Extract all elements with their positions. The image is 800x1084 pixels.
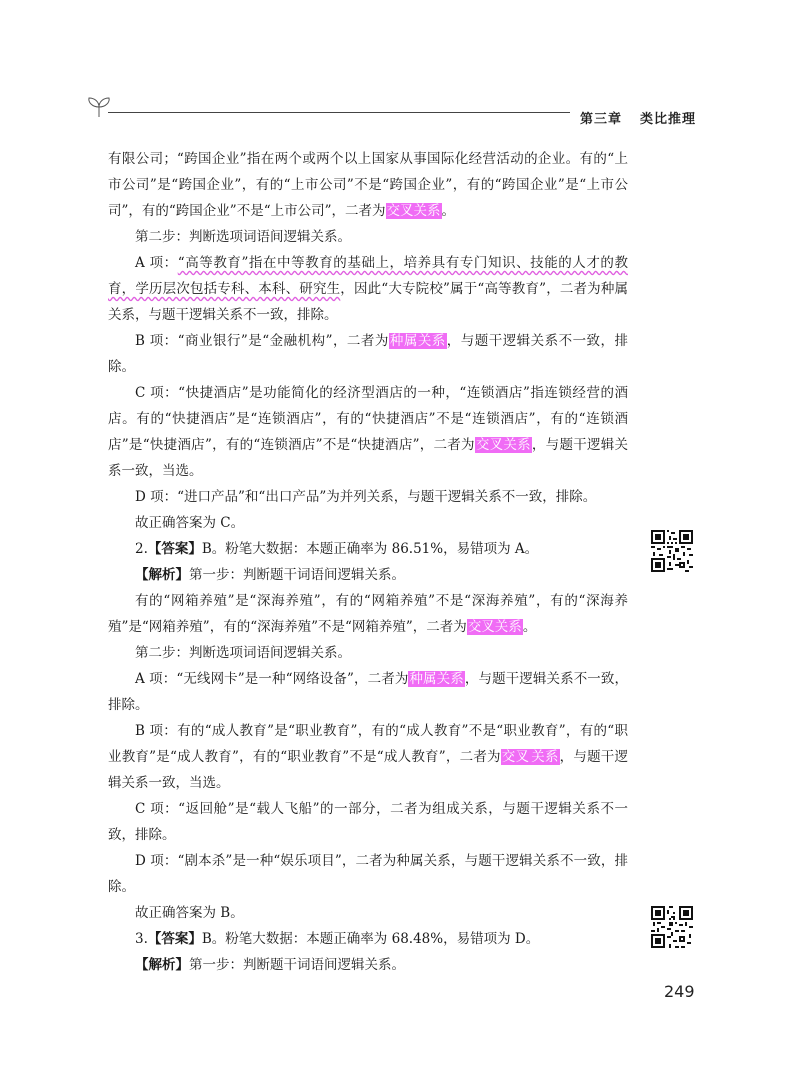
highlight-cross-relation: 交叉关系 (467, 619, 522, 635)
qr-code-icon[interactable] (651, 530, 693, 572)
question-3-answer: 3.【答案】B。粉笔大数据：本题正确率为 68.48%，易错项为 D。 (135, 931, 540, 947)
highlight-cross-relation-part1: 交叉 (501, 749, 530, 765)
qr-code-icon[interactable] (651, 906, 693, 948)
step-two-heading: 第二步：判断选项词语间逻辑关系。 (135, 645, 351, 661)
paragraph-intro: 有限公司；“跨国企业”指在两个或两个以上国家从事国际化经营活动的企业。有的“上市公司”是“跨国企业”，有的“上市公司”不是“跨国企业”，有的“跨国企业”是“上市公司”，有的“跨国企业”不是“上市公司”，二者为交叉关系。 (108, 151, 628, 219)
question-2-explanation: 【解析】第一步：判断题干词语间逻辑关系。 (135, 567, 405, 583)
question-2-answer: 2.【答案】B。粉笔大数据：本题正确率为 86.51%，易错项为 A。 (135, 541, 539, 557)
highlight-cross-relation: 交叉关系 (475, 437, 531, 453)
section-label: 类比推理 (640, 112, 697, 127)
highlight-cross-relation-part2: 关系 (531, 749, 559, 765)
explanation-tag: 【解析】 (135, 567, 189, 583)
conclusion-1: 故正确答案为 C。 (135, 515, 245, 531)
option-d-paragraph: D 项：“剧本杀”是一种“娱乐项目”，二者为种属关系，与题干逻辑关系不一致，排除。 (108, 853, 628, 895)
highlight-genus-relation: 种属关系 (389, 333, 446, 349)
chapter-label: 第三章 (580, 112, 623, 127)
option-b-paragraph: B 项：“商业银行”是“金融机构”，二者为种属关系，与题干逻辑关系不一致，排除。 (108, 333, 629, 375)
option-a-paragraph: A 项：“无线网卡”是一种“网络设备”，二者为种属关系，与题干逻辑关系不一致，排除。 (108, 671, 629, 713)
question-3-explanation: 【解析】第一步：判断题干词语间逻辑关系。 (135, 957, 405, 973)
answer-tag: 【答案】 (147, 931, 202, 947)
highlight-genus-relation: 种属关系 (409, 671, 464, 687)
wavy-underlined-definition: “高等教育”指在中等教育的基础上，培养具有专门知识、技能的人才的教育，学历层次包括专科、本科、研究生 (108, 255, 628, 297)
option-d-paragraph: D 项：“进口产品”和“出口产品”为并列关系，与题干逻辑关系不一致，排除。 (135, 489, 597, 505)
step-two-heading: 第二步：判断选项词语间逻辑关系。 (135, 229, 351, 245)
sprout-icon (86, 96, 112, 118)
option-c-paragraph: C 项：“返回舱”是“载人飞船”的一部分，二者为组成关系，与题干逻辑关系不一致，排除。 (108, 801, 628, 843)
page-body (108, 146, 628, 978)
option-b-paragraph: B 项：有的“成人教育”是“职业教育”，有的“成人教育”不是“职业教育”，有的“职业教育”是“成人教育”，有的“职业教育”不是“成人教育”，二者为交叉 关系，与题干逻辑关系一致，当选。 (108, 723, 629, 791)
running-header (580, 108, 696, 127)
highlight-cross-relation: 交叉关系 (386, 203, 441, 219)
answer-tag: 【答案】 (147, 541, 202, 557)
option-a-paragraph: A 项：“高等教育”指在中等教育的基础上，培养具有专门知识、技能的人才的教育，学历层次包括专科、本科、研究生，因此“大专院校”属于“高等教育”，二者为种属关系，与题干逻辑关系不一致，排除。 (108, 255, 629, 323)
conclusion-2: 故正确答案为 B。 (135, 905, 244, 921)
paragraph-q2-stem: 有的“网箱养殖”是“深海养殖”，有的“网箱养殖”不是“深海养殖”，有的“深海养殖”是“网箱养殖”，有的“深海养殖”不是“网箱养殖”，二者为交叉关系。 (108, 593, 628, 635)
option-c-paragraph: C 项：“快捷酒店”是功能简化的经济型酒店的一种，“连锁酒店”指连锁经营的酒店。有的“快捷酒店”是“连锁酒店”，有的“快捷酒店”不是“连锁酒店”，有的“连锁酒店”是“快捷酒店”，有的“连锁酒店”不是“快捷酒店”，二者为交叉关系，与题干逻辑关系一致，当选。 (108, 385, 629, 479)
page-number: 249 (664, 982, 695, 1001)
explanation-tag: 【解析】 (135, 957, 189, 973)
header-rule (108, 112, 570, 113)
